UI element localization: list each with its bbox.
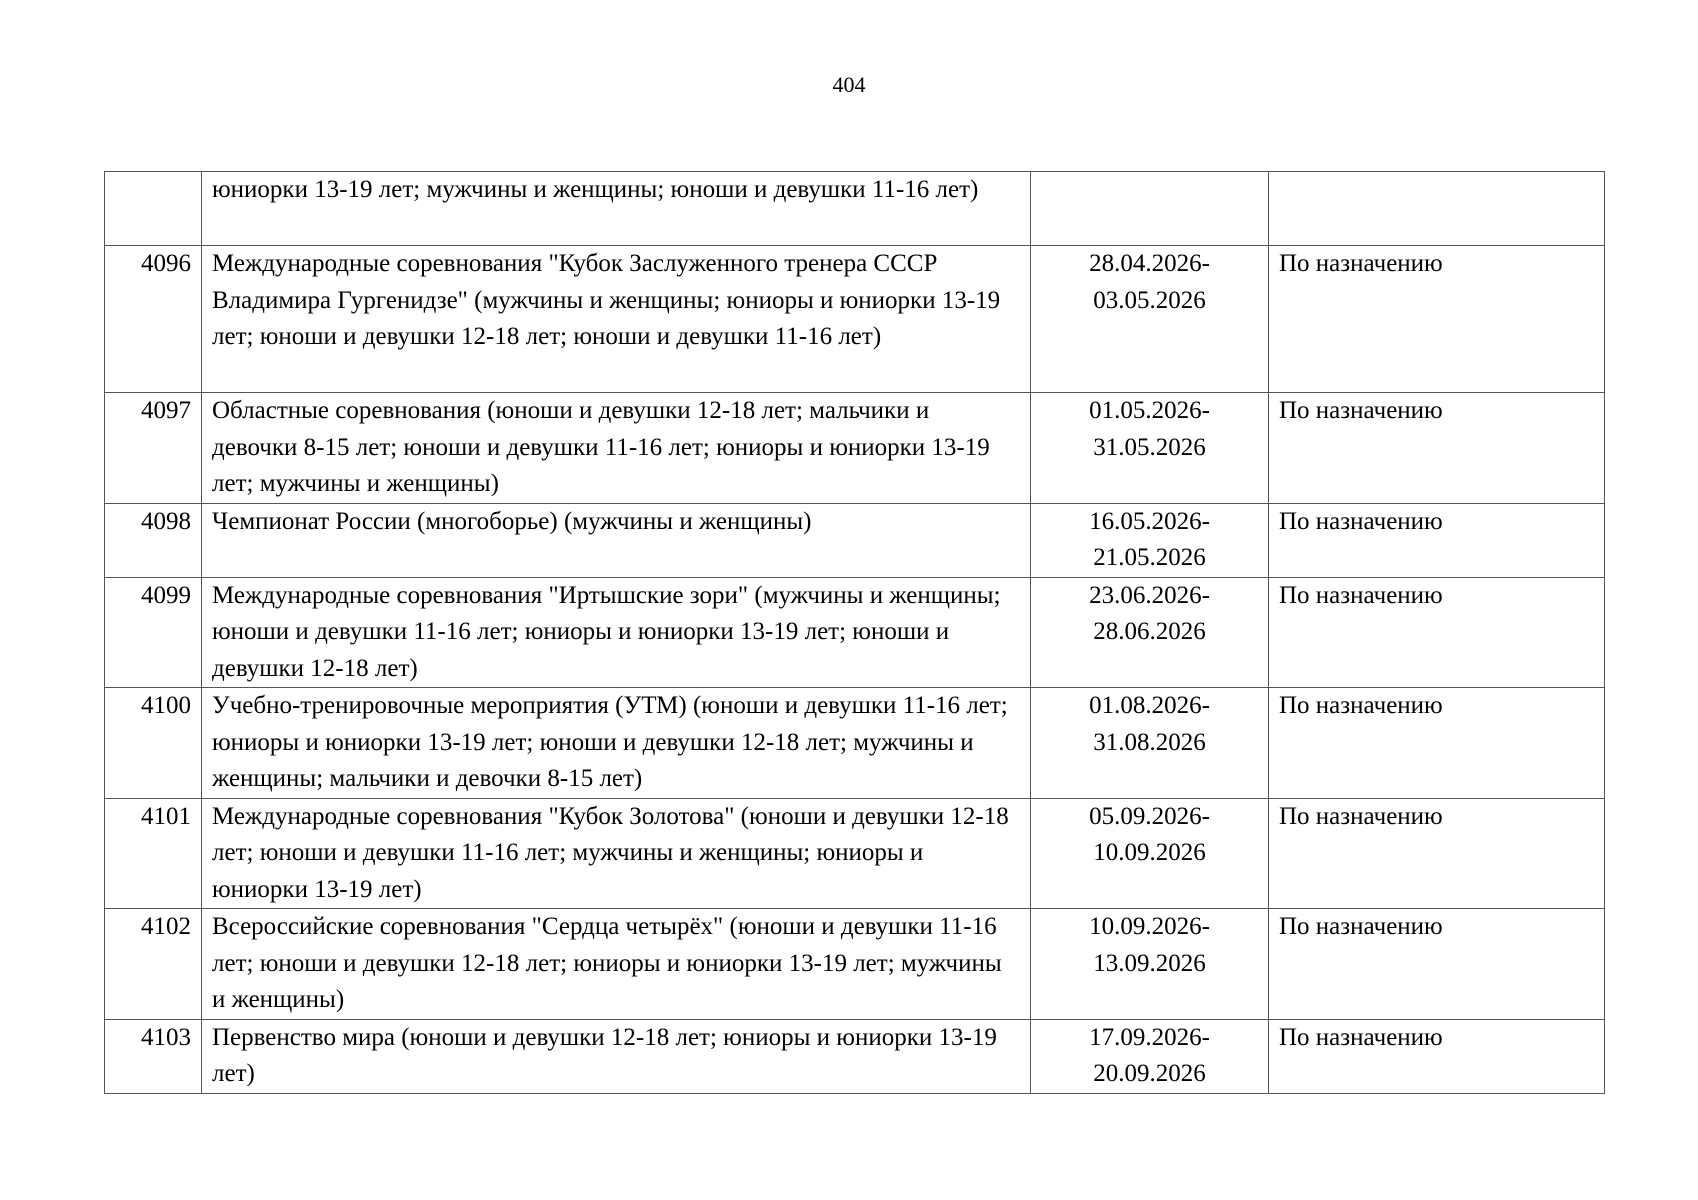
row-number: 4098 — [105, 503, 202, 577]
event-name: Международные соревнования "Иртышские зори" (мужчины и женщины; юноши и девушки 11-16 лет; юниоры и юниорки 13-19 лет; юноши и девушки 12-18 лет) — [202, 577, 1031, 688]
date-start: 05.09.2026- — [1089, 802, 1210, 830]
date-start: 01.08.2026- — [1089, 692, 1210, 719]
event-place — [1269, 172, 1605, 246]
event-dates — [1031, 172, 1269, 246]
table-row — [105, 798, 1605, 909]
event-name: Всероссийские соревнования "Сердца четырёх" (юноши и девушки 11-16 лет; юноши и девушки 12-18 лет; юниоры и юниорки 13-19 лет; мужчины и женщины) — [202, 909, 1031, 1020]
row-number — [105, 172, 202, 246]
row-number: 4102 — [105, 909, 202, 1020]
table-row — [105, 172, 1605, 246]
date-end: 31.08.2026 — [1093, 728, 1206, 756]
event-dates — [1031, 1019, 1269, 1093]
table-row — [105, 909, 1605, 1020]
event-place: По назначению — [1269, 246, 1605, 393]
date-start: 17.09.2026- — [1089, 1023, 1210, 1051]
row-number: 4097 — [105, 393, 202, 504]
table-row — [105, 688, 1605, 799]
event-dates — [1031, 798, 1269, 909]
row-number: 4101 — [105, 798, 202, 909]
event-name: Международные соревнования "Кубок Заслуженного тренера СССР Владимира Гургенидзе" (мужчины и женщины; юниоры и юниорки 13-19 лет; юноши и девушки 12-18 лет; юноши и девушки 11-16 лет) — [202, 246, 1031, 393]
event-dates — [1031, 393, 1269, 504]
date-end: 13.09.2026 — [1093, 949, 1206, 977]
row-number: 4096 — [105, 246, 202, 393]
event-name: Областные соревнования (юноши и девушки 12-18 лет; мальчики и девочки 8-15 лет; юноши и девушки 11-16 лет; юниоры и юниорки 13-19 лет; мужчины и женщины) — [202, 393, 1031, 504]
row-number: 4100 — [105, 688, 202, 799]
row-number: 4103 — [105, 1019, 202, 1093]
date-end: 28.06.2026 — [1093, 618, 1206, 645]
event-place: По назначению — [1269, 688, 1605, 799]
table-row — [105, 577, 1605, 688]
event-dates — [1031, 503, 1269, 577]
event-dates — [1031, 246, 1269, 393]
date-end: 10.09.2026 — [1093, 839, 1206, 866]
event-name: Учебно-тренировочные мероприятия (УТМ) (юноши и девушки 11-16 лет; юниоры и юниорки 13-19 лет; юноши и девушки 12-18 лет; мужчины и женщины; мальчики и девочки 8-15 лет) — [202, 688, 1031, 799]
date-end: 20.09.2026 — [1093, 1060, 1206, 1087]
table-row — [105, 393, 1605, 504]
event-dates — [1031, 909, 1269, 1020]
table-row — [105, 246, 1605, 393]
event-place: По назначению — [1269, 393, 1605, 504]
event-place: По назначению — [1269, 503, 1605, 577]
date-start: 28.04.2026- — [1089, 250, 1210, 277]
date-start: 01.05.2026- — [1089, 397, 1210, 424]
event-dates — [1031, 688, 1269, 799]
event-place: По назначению — [1269, 577, 1605, 688]
row-number: 4099 — [105, 577, 202, 688]
date-end: 03.05.2026 — [1093, 286, 1206, 314]
event-name: Международные соревнования "Кубок Золотова" (юноши и девушки 12-18 лет; юноши и девушки 11-16 лет; мужчины и женщины; юниоры и юниорки 13-19 лет) — [202, 798, 1031, 909]
event-place: По назначению — [1269, 909, 1605, 1020]
event-dates — [1031, 577, 1269, 688]
event-place: По назначению — [1269, 1019, 1605, 1093]
event-name: юниорки 13-19 лет; мужчины и женщины; юноши и девушки 11-16 лет) — [202, 172, 1031, 246]
events-table — [104, 171, 1605, 1094]
page-number: 404 — [832, 72, 866, 97]
event-place: По назначению — [1269, 798, 1605, 909]
date-start: 10.09.2026- — [1089, 913, 1210, 940]
date-start: 16.05.2026- — [1089, 507, 1210, 535]
event-name: Чемпионат России (многоборье) (мужчины и женщины) — [202, 503, 1031, 577]
table-row — [105, 1019, 1605, 1093]
date-start: 23.06.2026- — [1089, 581, 1210, 609]
date-end: 31.05.2026 — [1093, 433, 1206, 461]
event-name: Первенство мира (юноши и девушки 12-18 лет; юниоры и юниорки 13-19 лет) — [202, 1019, 1031, 1093]
table-row — [105, 503, 1605, 577]
date-end: 21.05.2026 — [1093, 544, 1206, 571]
